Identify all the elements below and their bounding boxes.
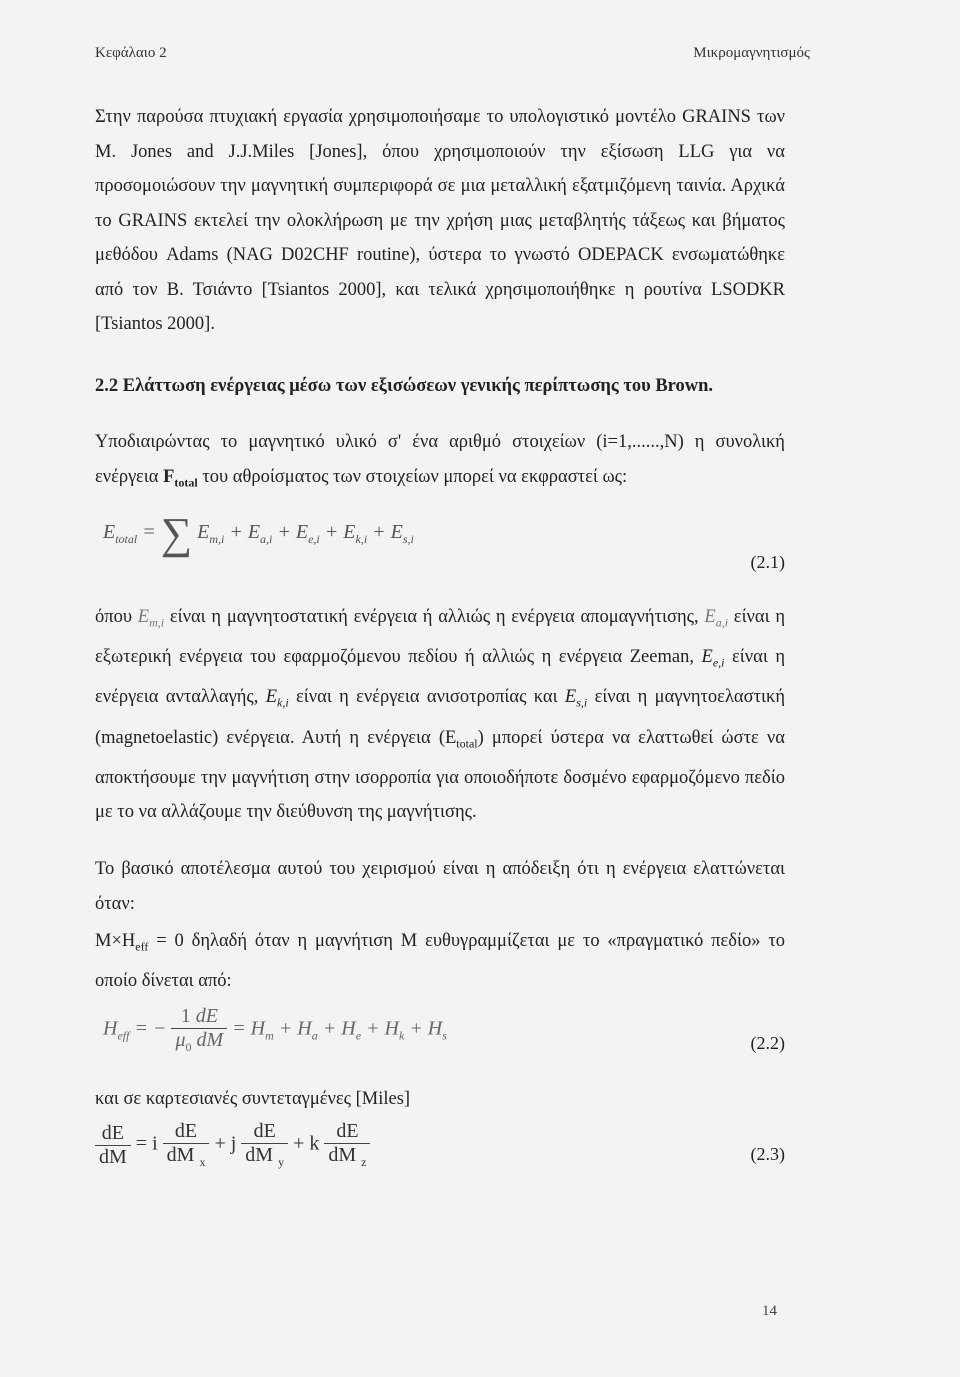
equation-2-2-body: $H_{eff}$ = − $\frac{1 dE}{\mu_0 dM}$ = $H_m + H_a + H_e + H_k + H_s$	[103, 1005, 447, 1054]
equation-2-2	[95, 1005, 785, 1075]
effective-field-paragraph: $M\times H_{eff} = 0$ δηλαδή όταν η μαγνήτιση M ευθυγραμμίζεται με το «πραγματικό πεδίο» το οποίο δίνεται από:	[95, 931, 786, 992]
f-total-symbol: $F_{total}$	[163, 466, 198, 490]
equation-2-1-body: $E_{total}$ = ∑ $E_{m,i} + E_{a,i} + E_{e,i} + E_{k,i} + E_{s,i}$	[103, 509, 414, 558]
equation-2-1-number: (2.1)	[750, 552, 785, 572]
intro-text: Στην παρούσα πτυχιακή εργασία χρησιμοποιήσαμε το υπολογιστικό μοντέλο GRAINS των M. Jones and J.J.Miles [Jones], όπου χρησιμοποιούν την εξίσωση LLG για να προσομοιώσουν την μαγνητική συμπεριφορά σε μια μεταλλική εξατμιζόμενη ταινία. Αρχικά το GRAINS εκτελεί την ολοκλήρωση με την χρήση μιας μεταβλητής τάξεως και βήματος μεθόδου Adams (NAG D02CHF routine), ύστερα το γνωστό ODEPACK ενσωματώθηκε από τον Β. Τσιάντο [Tsiantos 2000], και τελικά χρησιμοποιήθηκε η ρουτίνα LSODKR [Tsiantos 2000].	[95, 107, 785, 334]
equation-2-3	[95, 1120, 785, 1190]
equation-2-3-body: $\frac{dE}{dM}$ = i $\frac{dE}{dM _x}$ + j $\frac{dE}{dM _y}$ + k $\frac{dE}{dM _z}$	[95, 1120, 370, 1170]
chapter-header: Κεφάλαιο 2	[95, 45, 167, 61]
equation-2-3-number: (2.3)	[750, 1144, 785, 1164]
cartesian-paragraph: και σε καρτεσιανές συντεταγμένες [Miles]	[95, 1089, 411, 1109]
energy-text-a: Υποδιαιρώντας το μαγνητικό υλικό σ' ένα αριθμό στοιχείων (i=1,......,N) η συνολική ενέργεια	[95, 432, 785, 487]
section-header: Μικρομαγνητισμός	[693, 45, 810, 61]
terms-paragraph: όπου $E_{m,i}$ είναι η μαγνητοστατική ενέργεια ή αλλιώς η ενέργεια απομαγνήτισης, $E_{a,i}$ είναι η εξωτερική ενέργεια του εφαρμοζόμενου πεδίου ή αλλιώς η ενέργεια Zeeman, $E_{e,i}$ είναι η ενέργεια ανταλλαγής, $E_{k,i}$ είναι η ενέργεια ανισοτροπίας και $E_{s,i}$ είναι η μαγνητοελαστική (magnetoelastic) ενέργεια. Αυτή η ενέργεια $(E_{total})$ μπορεί ύστερα να ελαττωθεί ώστε να αποκτήσουμε την μαγνήτιση στην ισορροπία για οποιοδήποτε δοσμένο εφαρμοζόμενο πεδίο με το να αλλάζουμε την διεύθυνση της μαγνήτισης.	[95, 607, 786, 823]
energy-text-b: του αθροίσματος των στοιχείων μπορεί να εκφραστεί ως:	[202, 466, 628, 487]
result-paragraph: Το βασικό αποτέλεσμα αυτού του χειρισμού είναι η απόδειξη ότι η ενέργεια ελαττώνεται όταν:	[95, 859, 785, 914]
intro-paragraph	[95, 100, 785, 342]
equation-2-2-number: (2.2)	[750, 1033, 785, 1053]
page-number: 14	[762, 1303, 777, 1319]
energy-paragraph	[95, 425, 785, 500]
section-heading: 2.2 Ελάττωση ενέργειας μέσω των εξισώσεων γενικής περίπτωσης του Brown.	[95, 376, 714, 396]
equation-2-1	[95, 508, 785, 588]
